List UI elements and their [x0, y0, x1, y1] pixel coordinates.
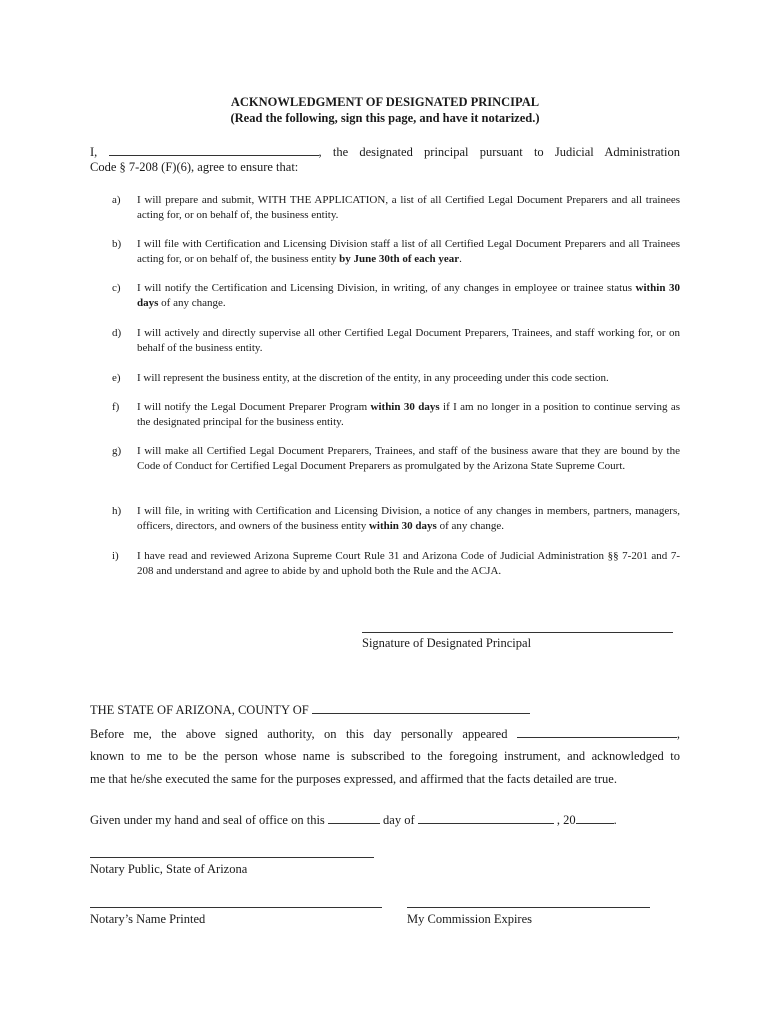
given-day-label: day of [383, 813, 415, 827]
before-me-line [90, 725, 680, 743]
item-text [137, 281, 680, 311]
item-text-end: . [459, 253, 462, 265]
item-text-main: I will prepare and submit, WITH THE APPLICATION, a list of all Certified Legal Document Preparers and all trainees acting for, or on behalf of, the business entity. [137, 194, 680, 221]
commission-expires-field[interactable] [407, 906, 650, 908]
item-text-end: if I am no longer in a position to continue serving as the designated principal for the business entity. [137, 401, 680, 428]
month-field[interactable] [418, 811, 554, 824]
item-text-emphasis: within 30 days [137, 282, 680, 309]
given-line [90, 811, 680, 829]
item-text-end: of any change. [436, 520, 505, 532]
notary-signature-field[interactable] [90, 856, 374, 858]
item-text-emphasis: by June 30th of each year [339, 253, 460, 265]
state-county-line [90, 701, 680, 719]
commission-label: My Commission Expires [407, 912, 533, 926]
item-marker: d) [112, 327, 122, 339]
intro-prefix: I, [90, 145, 98, 159]
item-text-main: I will actively and directly supervise all other Certified Legal Document Preparers, Trainees, and staff working for, or on behalf of the business entity. [137, 327, 680, 354]
item-text [137, 237, 680, 267]
item-text-main: I will file with Certification and Licensing Division staff a list of all Certified Legal Document Preparers and all Trainees acting for, or on behalf of, the business entity [137, 238, 680, 265]
principal-signature-field[interactable] [362, 620, 673, 633]
item-text [137, 504, 680, 534]
year-field[interactable] [576, 811, 614, 824]
item-text [137, 326, 680, 356]
document-title: ACKNOWLEDGMENT OF DESIGNATED PRINCIPAL [230, 95, 540, 109]
given-end: . [613, 813, 617, 827]
given-prefix: Given under my hand and seal of office on this [90, 813, 325, 827]
appeared-name-field[interactable] [517, 725, 677, 738]
day-field[interactable] [328, 811, 380, 824]
given-year-label: , 20 [556, 813, 576, 827]
intro-line-2: Code § 7-208 (F)(6), agree to ensure that: [90, 160, 299, 174]
item-text-end: of any change. [158, 297, 226, 309]
intro-suffix: , the designated principal pursuant to Judicial Administration [318, 145, 681, 159]
item-marker: h) [112, 505, 122, 517]
before-me-comma: , [676, 727, 681, 741]
item-text [137, 549, 680, 579]
item-marker: f) [112, 401, 120, 413]
state-county-label: THE STATE OF ARIZONA, COUNTY OF [90, 703, 309, 717]
item-text [137, 193, 680, 223]
item-marker: a) [112, 194, 121, 206]
item-marker: b) [112, 238, 122, 250]
known-line: known to me to be the person whose name is subscribed to the foregoing instrument, and acknowledged to [90, 749, 680, 763]
notary-name-label: Notary’s Name Printed [90, 912, 206, 926]
item-marker: c) [112, 282, 121, 294]
item-marker: e) [112, 372, 121, 384]
item-text-main: I will represent the business entity, at the discretion of the entity, in any proceeding under this code section. [137, 372, 609, 384]
document-subtitle: (Read the following, sign this page, and have it notarized.) [230, 111, 540, 125]
item-text-main: I will notify the Certification and Licensing Division, in writing, of any changes in employee or trainee status [137, 282, 636, 294]
item-text-emphasis: within 30 days [368, 520, 437, 532]
county-field[interactable] [312, 701, 530, 714]
item-text [137, 400, 680, 430]
item-text-main: I will make all Certified Legal Document Preparers, Trainees, and staff of the business aware that they are bound by the Code of Conduct for Certified Legal Document Preparers as promulgated by the Arizona State Supreme Court. [137, 445, 680, 472]
item-text-emphasis: within 30 days [370, 401, 440, 413]
item-text-main: I will notify the Legal Document Preparer Program [137, 401, 371, 413]
principal-name-field[interactable] [109, 143, 319, 156]
before-me-text: Before me, the above signed authority, on this day personally appeared [90, 727, 508, 741]
item-marker: g) [112, 445, 122, 457]
item-text-main: I have read and reviewed Arizona Supreme Court Rule 31 and Arizona Code of Judicial Administration §§ 7-201 and 7-208 and understand and agree to abide by and uphold both the Rule and the ACJA. [137, 550, 680, 577]
notary-name-field[interactable] [90, 906, 382, 908]
notary-public-label: Notary Public, State of Arizona [90, 862, 248, 876]
item-marker: i) [112, 550, 119, 562]
item-text-main: I will file, in writing with Certification and Licensing Division, a notice of any changes in members, partners, managers, officers, directors, and owners of the business entity [137, 505, 680, 532]
signature-label: Signature of Designated Principal [362, 636, 532, 650]
executed-line: me that he/she executed the same for the purposes expressed, and affirmed that the facts detailed are true. [90, 772, 617, 786]
item-text [137, 444, 680, 474]
item-text [137, 371, 680, 386]
